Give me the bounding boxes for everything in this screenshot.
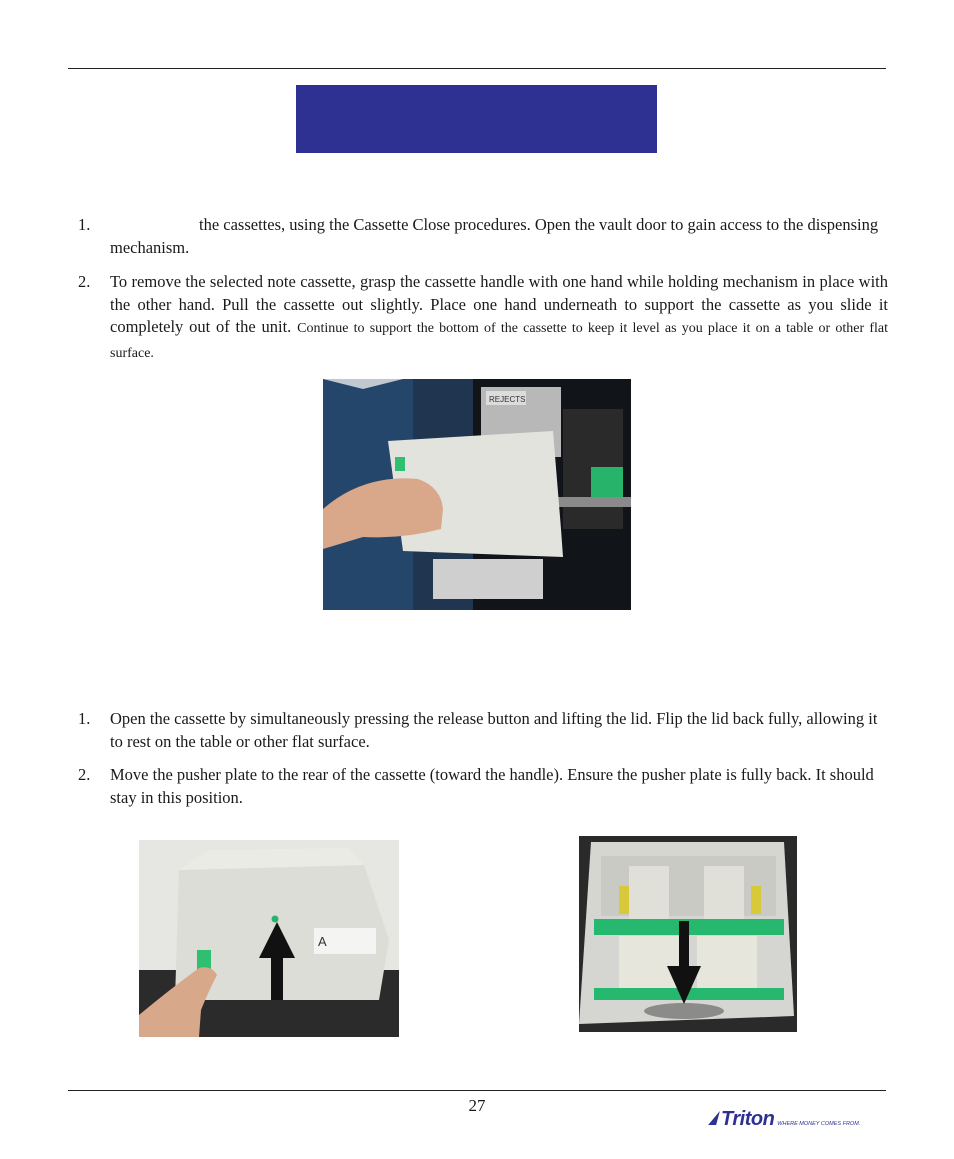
photo-open-cassette [139,840,399,1037]
step-number: 1. [78,709,91,728]
remove-cassette-image [323,379,631,610]
pusher-plate-image [579,836,797,1032]
rejects-label: REJECTS [489,395,526,404]
triton-mark-icon [708,1111,720,1125]
photo-pusher-plate [579,836,797,1032]
step-text: Move the pusher plate to the rear of the cassette (toward the handle). Ensure the pusher plate is fully back. It should stay in this position. [110,765,874,807]
triton-logo [710,1108,860,1131]
step-text: To remove the selected note cassette, grasp the cassette handle with one hand while holding mechanism in place with the other hand. Pull the cassette out slightly. Place one hand underneath to support the cassette as you slide it completely out of the unit. [110,272,888,336]
page-number: 27 [468,1096,486,1115]
section-title-banner [296,85,657,153]
step-number: 1. [78,215,91,234]
cassette-letter: A [318,934,327,949]
step-2-remove [78,271,888,365]
logo-word: Triton [721,1108,775,1130]
photo-remove-cassette [323,379,631,610]
step-text: Open the cassette by simultaneously pressing the release button and lifting the lid. Flip the lid back fully, allowing it to rest on the table or other flat surface. [110,709,878,751]
logo-tagline: WHERE MONEY COMES FROM. [777,1121,861,1127]
top-rule [68,68,886,69]
step-number: 2. [78,272,91,291]
step-text: the cassettes, using the Cassette Close procedures. Open the vault door to gain access to the dispensing mechanism. [110,215,879,257]
step-number: 2. [78,765,91,784]
step-note-text: Continue to support the bottom of the cassette to keep it level as you place it on a table or other flat surface. [110,321,888,361]
open-cassette-image [139,840,399,1037]
bottom-rule [68,1090,886,1091]
step-1-open [78,708,888,753]
step-1-remove [78,214,888,259]
step-2-pusher [78,764,888,809]
